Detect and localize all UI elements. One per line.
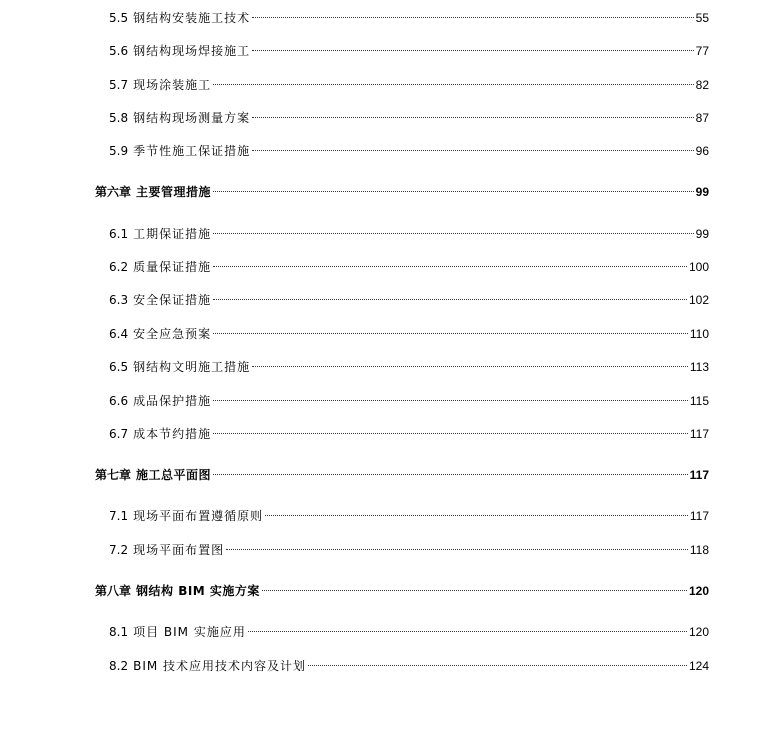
toc-entry-6-7[interactable] xyxy=(109,424,709,444)
dot-leader xyxy=(213,333,688,334)
toc-entry-page: 87 xyxy=(695,111,709,125)
toc-chapter-7[interactable] xyxy=(95,465,709,485)
toc-entry-title: 现场平面布置遵循原则 xyxy=(133,509,264,523)
toc-entry-6-4[interactable] xyxy=(109,324,709,344)
toc-entry-6-6[interactable] xyxy=(109,391,709,411)
toc-entry-page: 55 xyxy=(695,11,709,25)
dot-leader xyxy=(213,233,694,234)
toc-entry-page: 96 xyxy=(695,144,709,158)
toc-entry-page: 118 xyxy=(689,543,709,557)
dot-leader xyxy=(213,433,688,434)
toc-chapter-title: 施工总平面图 xyxy=(136,468,212,482)
toc-chapter-number: 第八章 xyxy=(95,584,132,598)
toc-entry-number: 6.2 xyxy=(109,260,129,274)
toc-entry-number: 6.7 xyxy=(109,427,129,441)
toc-entry-number: 5.7 xyxy=(109,78,129,92)
toc-entry-title: 质量保证措施 xyxy=(133,260,212,274)
dot-leader xyxy=(248,631,687,632)
dot-leader xyxy=(252,17,694,18)
toc-entry-number: 5.9 xyxy=(109,144,129,158)
toc-entry-title: 安全应急预案 xyxy=(133,327,212,341)
toc-chapter-8[interactable] xyxy=(95,581,709,601)
toc-entry-title: 成品保护措施 xyxy=(133,394,212,408)
toc-entry-page: 113 xyxy=(689,360,709,374)
toc-entry-8-2[interactable] xyxy=(109,656,709,676)
toc-entry-number: 6.1 xyxy=(109,227,129,241)
toc-chapter-number: 第六章 xyxy=(95,185,132,199)
dot-leader xyxy=(213,266,687,267)
toc-entry-title: 钢结构文明施工措施 xyxy=(133,360,251,374)
toc-entry-number: 5.5 xyxy=(109,11,129,25)
toc-entry-number: 6.6 xyxy=(109,394,129,408)
toc-entry-page: 110 xyxy=(689,327,709,341)
dot-leader xyxy=(252,50,694,51)
toc-entry-title: 现场涂装施工 xyxy=(133,78,212,92)
toc-entry-number: 5.6 xyxy=(109,44,129,58)
toc-entry-6-5[interactable] xyxy=(109,357,709,377)
toc-entry-5-6[interactable] xyxy=(109,41,709,61)
toc-entry-page: 124 xyxy=(688,659,709,673)
toc-entry-number: 7.1 xyxy=(109,509,129,523)
toc-entry-number: 8.1 xyxy=(109,625,129,639)
toc-entry-number: 5.8 xyxy=(109,111,129,125)
toc-entry-title: 项目 BIM 实施应用 xyxy=(133,625,246,639)
dot-leader xyxy=(213,299,687,300)
dot-leader xyxy=(226,549,688,550)
toc-entry-page: 99 xyxy=(695,227,709,241)
toc-entry-5-8[interactable] xyxy=(109,108,709,128)
toc-entry-title: 安全保证措施 xyxy=(133,293,212,307)
toc-entry-5-9[interactable] xyxy=(109,141,709,161)
toc-entry-title: 季节性施工保证措施 xyxy=(133,144,251,158)
toc-entry-number: 6.3 xyxy=(109,293,129,307)
toc-chapter-page: 117 xyxy=(689,468,709,482)
toc-entry-page: 115 xyxy=(689,394,709,408)
dot-leader xyxy=(265,515,688,516)
toc-entry-7-1[interactable] xyxy=(109,506,709,526)
toc-chapter-title: 主要管理措施 xyxy=(136,185,212,199)
dot-leader xyxy=(252,117,694,118)
dot-leader xyxy=(308,665,687,666)
toc-entry-page: 100 xyxy=(688,260,709,274)
dot-leader xyxy=(262,590,687,591)
dot-leader xyxy=(252,366,688,367)
toc-entry-title: 钢结构现场焊接施工 xyxy=(133,44,251,58)
toc-entry-page: 82 xyxy=(695,78,709,92)
dot-leader xyxy=(213,400,688,401)
toc-entry-page: 77 xyxy=(695,44,709,58)
toc-entry-6-2[interactable] xyxy=(109,257,709,277)
toc-entry-7-2[interactable] xyxy=(109,540,709,560)
toc-entry-6-1[interactable] xyxy=(109,224,709,244)
toc-entry-number: 6.5 xyxy=(109,360,129,374)
toc-chapter-page: 99 xyxy=(695,185,709,199)
toc-entry-title: 钢结构现场测量方案 xyxy=(133,111,251,125)
toc-entry-title: 现场平面布置图 xyxy=(133,543,225,557)
toc-entry-number: 6.4 xyxy=(109,327,129,341)
toc-entry-5-5[interactable] xyxy=(109,8,709,28)
dot-leader xyxy=(213,474,688,475)
toc-entry-6-3[interactable] xyxy=(109,290,709,310)
toc-chapter-title: 钢结构 BIM 实施方案 xyxy=(136,584,260,598)
toc-entry-number: 7.2 xyxy=(109,543,129,557)
toc-entry-page: 120 xyxy=(688,625,709,639)
toc-entry-5-7[interactable] xyxy=(109,75,709,95)
toc-entry-page: 117 xyxy=(689,427,709,441)
dot-leader xyxy=(252,150,694,151)
toc-entry-title: BIM 技术应用技术内容及计划 xyxy=(133,659,307,673)
toc-entry-8-1[interactable] xyxy=(109,622,709,642)
dot-leader xyxy=(213,84,694,85)
toc-entry-title: 成本节约措施 xyxy=(133,427,212,441)
toc-entry-page: 102 xyxy=(688,293,709,307)
toc-chapter-page: 120 xyxy=(688,584,709,598)
toc-entry-number: 8.2 xyxy=(109,659,129,673)
toc-entry-title: 钢结构安装施工技术 xyxy=(133,11,251,25)
dot-leader xyxy=(213,191,694,192)
toc-chapter-6[interactable] xyxy=(95,182,709,202)
toc-entry-title: 工期保证措施 xyxy=(133,227,212,241)
toc-entry-page: 117 xyxy=(689,509,709,523)
toc-chapter-number: 第七章 xyxy=(95,468,132,482)
